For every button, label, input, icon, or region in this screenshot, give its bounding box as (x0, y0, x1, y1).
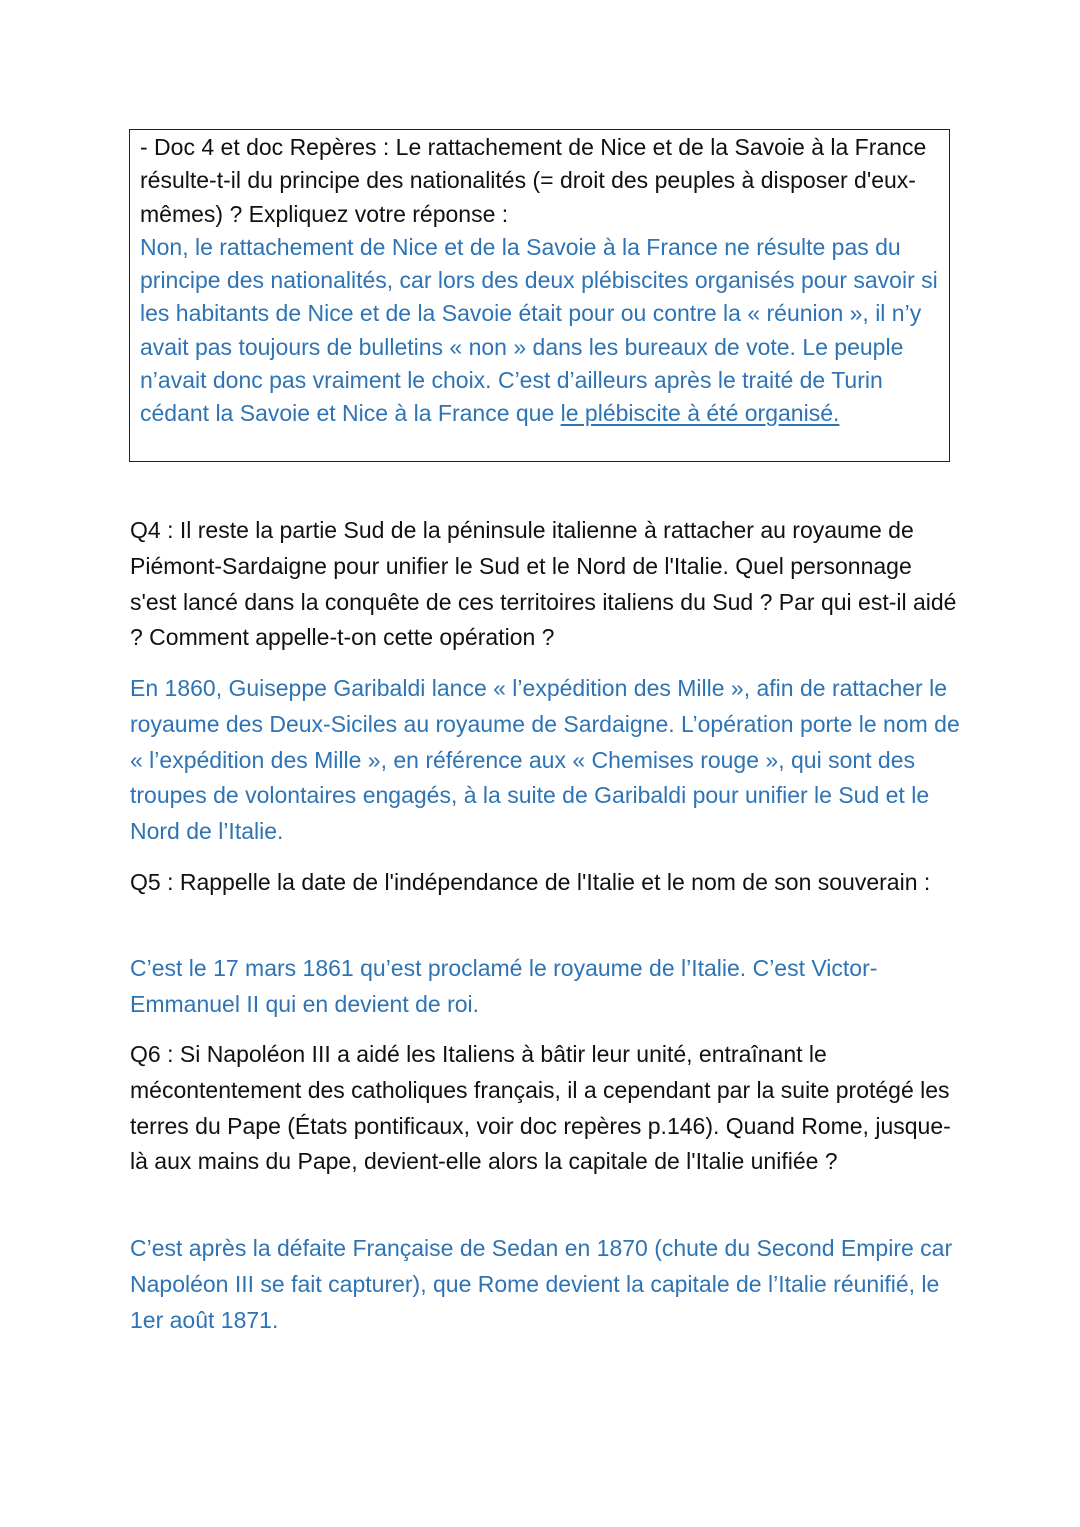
q4-question: Q4 : Il reste la partie Sud de la péninsule italienne à rattacher au royaume de Piémont-Sardaigne pour unifier le Sud et le Nord de l'Italie. Quel personnage s'est lancé dans la conquête de ces territoires italiens du Sud ? Par qui est-il aidé ? Comment appelle-t-on cette opération ? (130, 517, 957, 651)
doc4-answer-box (129, 129, 950, 462)
doc4-question: - Doc 4 et doc Repères : Le rattachement de Nice et de la Savoie à la France résulte-t-il du principe des nationalités (= droit des peuples à disposer d'eux-mêmes) ? Expliquez votre réponse : (140, 134, 927, 227)
doc4-answer-text: Non, le rattachement de Nice et de la Savoie à la France ne résulte pas du principe des nationalités, car lors des deux plébiscites organisés pour savoir si les habitants de Nice et de la Savoie était pour ou contre la « réunion », il n’y avait pas toujours de bulletins « non » dans les bureaux de vote. Le peuple n’avait donc pas vraiment le choix. C’est d’ailleurs après le traité de Turin cédant la Savoie et Nice à la France que (140, 233, 938, 427)
q6-question: Q6 : Si Napoléon III a aidé les Italiens à bâtir leur unité, entraînant le mécontentement des catholiques français, il a cependant par la suite protégé les terres du Pape (États pontificaux, voir doc repères p.146). Quand Rome, jusque-là aux mains du Pape, devient-elle alors la capitale de l'Italie unifiée ? (130, 1041, 951, 1175)
q5-question: Q5 : Rappelle la date de l'indépendance de l'Italie et le nom de son souverain : (130, 869, 931, 895)
q5-answer: C’est le 17 mars 1861 qu’est proclamé le royaume de l’Italie. C’est Victor-Emmanuel II qui en devient de roi. (130, 955, 878, 1017)
q6-answer: C’est après la défaite Française de Sedan en 1870 (chute du Second Empire car Napoléon III se fait capturer), que Rome devient la capitale de l’Italie réunifié, le 1er août 1871. (130, 1235, 953, 1333)
doc4-answer-underlined: le plébiscite à été organisé. (560, 400, 840, 427)
doc4-answer (140, 231, 941, 431)
q4-answer: En 1860, Guiseppe Garibaldi lance « l’expédition des Mille », afin de rattacher le royaume des Deux-Siciles au royaume de Sardaigne. L’opération porte le nom de « l’expédition des Mille », en référence aux « Chemises rouge », qui sont des troupes de volontaires engagés, à la suite de Garibaldi pour unifier le Sud et le Nord de l’Italie. (130, 675, 960, 845)
